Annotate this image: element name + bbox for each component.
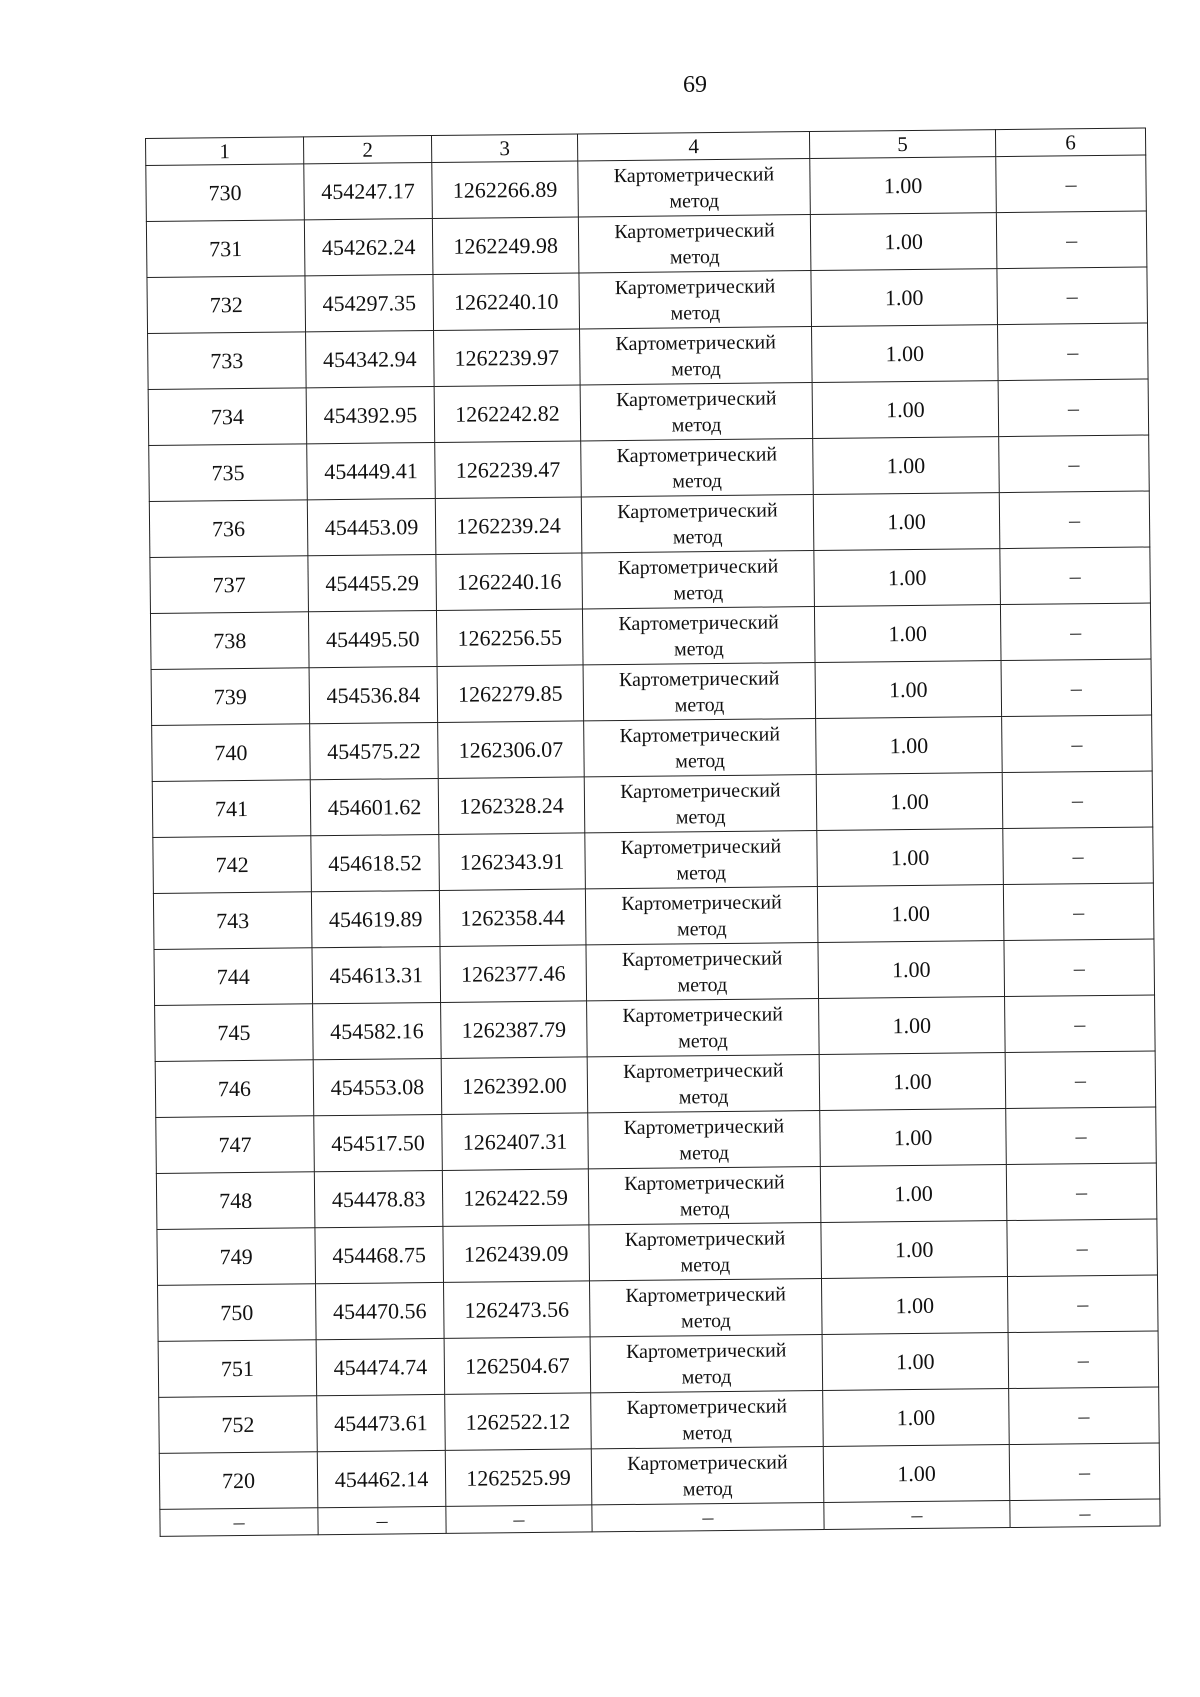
y-coordinate-cell: 1262377.46: [440, 945, 587, 1003]
method-cell: [591, 1390, 824, 1448]
method-line-1: Картометрический: [618, 610, 779, 635]
point-cell: 731: [146, 220, 305, 278]
x-coordinate-cell: 454619.89: [311, 890, 440, 947]
accuracy-cell: 1.00: [812, 325, 999, 383]
accuracy-cell: 1.00: [813, 493, 1000, 551]
method-cell: [585, 887, 818, 945]
point-cell: 746: [155, 1060, 314, 1118]
column-header: 1: [146, 137, 304, 166]
method-cell: [582, 551, 815, 609]
table-cell: –: [160, 1508, 318, 1537]
note-cell: –: [1006, 1163, 1157, 1221]
point-cell: 732: [147, 276, 306, 334]
y-coordinate-cell: 1262239.97: [434, 329, 581, 387]
method-line-1: Картометрический: [625, 1282, 786, 1307]
note-cell: –: [996, 155, 1147, 213]
point-cell: 734: [148, 388, 307, 446]
method-line-1: Картометрический: [624, 1170, 785, 1195]
y-coordinate-cell: 1262387.79: [441, 1001, 588, 1059]
method-cell: [587, 998, 820, 1056]
table-row: [150, 603, 1151, 669]
accuracy-cell: 1.00: [813, 437, 1000, 495]
table-row: [149, 435, 1150, 501]
note-cell: –: [999, 491, 1150, 549]
note-cell: –: [1007, 1275, 1158, 1333]
table-row: [153, 827, 1154, 893]
point-cell: 745: [155, 1004, 314, 1062]
method-line-1: Картометрический: [621, 890, 782, 915]
method-line-2: метод: [676, 917, 727, 940]
table-row: [154, 939, 1155, 1005]
table-cell: –: [824, 1501, 1010, 1530]
point-cell: 730: [146, 164, 305, 222]
y-coordinate-cell: 1262422.59: [442, 1169, 589, 1227]
accuracy-cell: 1.00: [815, 661, 1002, 719]
column-header: 4: [577, 132, 809, 161]
method-line-2: метод: [679, 1197, 730, 1220]
note-cell: –: [1003, 883, 1154, 941]
method-cell: [589, 1278, 822, 1336]
accuracy-cell: 1.00: [812, 381, 999, 439]
method-cell: [584, 719, 817, 777]
note-cell: –: [997, 267, 1148, 325]
method-cell: [582, 607, 815, 665]
coordinates-table: [145, 128, 1161, 1537]
accuracy-cell: 1.00: [818, 941, 1005, 999]
method-line-2: метод: [679, 1141, 730, 1164]
y-coordinate-cell: 1262266.89: [432, 161, 579, 219]
accuracy-cell: 1.00: [819, 1053, 1006, 1111]
method-line-2: метод: [677, 973, 728, 996]
y-coordinate-cell: 1262306.07: [438, 721, 585, 779]
x-coordinate-cell: 454618.52: [311, 834, 440, 891]
method-cell: [583, 663, 816, 721]
table-row: [156, 1107, 1157, 1173]
table-row: [153, 883, 1154, 949]
method-line-1: Картометрический: [620, 778, 781, 803]
note-cell: –: [996, 211, 1147, 269]
table-row: [155, 1051, 1156, 1117]
y-coordinate-cell: 1262473.56: [444, 1281, 591, 1339]
method-cell: [587, 1054, 820, 1112]
y-coordinate-cell: 1262279.85: [437, 665, 584, 723]
method-line-2: метод: [682, 1421, 732, 1444]
accuracy-cell: 1.00: [820, 1165, 1007, 1223]
method-cell: [588, 1110, 821, 1168]
method-line-2: метод: [671, 357, 721, 381]
note-cell: –: [1000, 603, 1151, 661]
accuracy-cell: 1.00: [821, 1221, 1008, 1279]
accuracy-cell: 1.00: [814, 549, 1001, 607]
method-line-2: метод: [674, 693, 725, 716]
method-line-2: метод: [670, 301, 721, 325]
note-cell: –: [1005, 1051, 1156, 1109]
method-line-2: метод: [678, 1029, 728, 1052]
method-cell: [591, 1446, 824, 1504]
method-line-1: Картометрический: [622, 1058, 784, 1083]
point-cell: 740: [152, 724, 311, 782]
y-coordinate-cell: 1262242.82: [434, 385, 581, 443]
method-line-1: Картометрический: [617, 498, 778, 523]
method-cell: [580, 327, 813, 385]
y-coordinate-cell: 1262392.00: [441, 1057, 588, 1115]
accuracy-cell: 1.00: [816, 717, 1003, 775]
method-line-1: Картометрический: [622, 1002, 784, 1027]
x-coordinate-cell: 454297.35: [305, 274, 434, 331]
x-coordinate-cell: 454495.50: [308, 610, 437, 667]
table-row: [158, 1331, 1159, 1397]
accuracy-cell: 1.00: [823, 1389, 1010, 1447]
method-cell: [588, 1166, 821, 1224]
point-cell: 736: [149, 500, 308, 558]
method-line-2: метод: [669, 245, 720, 269]
y-coordinate-cell: 1262256.55: [436, 609, 583, 667]
point-cell: 744: [154, 948, 313, 1006]
y-coordinate-cell: 1262240.10: [433, 273, 580, 331]
table-row: [152, 715, 1153, 781]
method-line-1: Картометрический: [624, 1226, 786, 1251]
table-body: [146, 155, 1160, 1509]
point-cell: 720: [159, 1452, 318, 1510]
note-cell: –: [1005, 995, 1156, 1053]
accuracy-cell: 1.00: [810, 157, 997, 215]
method-line-2: метод: [678, 1085, 729, 1108]
table-row: [149, 491, 1150, 557]
note-cell: –: [1002, 771, 1153, 829]
accuracy-cell: 1.00: [817, 885, 1004, 943]
table-row: [158, 1275, 1159, 1341]
accuracy-cell: 1.00: [810, 213, 997, 271]
method-cell: [585, 831, 818, 889]
accuracy-cell: 1.00: [814, 605, 1001, 663]
method-line-1: Картометрический: [615, 330, 777, 355]
point-cell: 749: [157, 1228, 316, 1286]
method-line-2: метод: [676, 861, 727, 884]
note-cell: –: [1006, 1107, 1157, 1165]
accuracy-cell: 1.00: [819, 997, 1006, 1055]
accuracy-cell: 1.00: [823, 1445, 1010, 1503]
table-row: [155, 995, 1156, 1061]
page-number: 69: [683, 72, 707, 98]
method-line-1: Картометрический: [626, 1394, 788, 1419]
y-coordinate-cell: 1262522.12: [445, 1393, 592, 1451]
point-cell: 742: [153, 836, 312, 894]
method-line-2: метод: [671, 413, 722, 436]
x-coordinate-cell: 454478.83: [314, 1170, 443, 1227]
method-cell: [589, 1222, 822, 1280]
method-line-1: Картометрический: [621, 946, 783, 971]
method-cell: [586, 942, 819, 1000]
method-line-1: Картометрический: [620, 834, 782, 859]
method-cell: [579, 271, 812, 329]
table-cell: –: [592, 1502, 824, 1531]
method-line-2: метод: [673, 637, 724, 660]
y-coordinate-cell: 1262343.91: [439, 833, 586, 891]
x-coordinate-cell: 454462.14: [317, 1450, 446, 1507]
x-coordinate-cell: 454601.62: [310, 778, 439, 835]
table-row: [147, 267, 1148, 333]
method-line-2: метод: [681, 1365, 732, 1388]
point-cell: 750: [158, 1284, 317, 1342]
method-cell: [580, 383, 813, 441]
method-line-2: метод: [672, 469, 723, 492]
method-line-2: метод: [675, 749, 725, 772]
point-cell: 738: [150, 612, 309, 670]
y-coordinate-cell: 1262407.31: [442, 1113, 589, 1171]
table-row: [148, 323, 1149, 389]
y-coordinate-cell: 1262525.99: [445, 1449, 592, 1507]
method-line-1: Картометрический: [613, 162, 775, 187]
method-cell: [578, 159, 811, 217]
table-row: [151, 659, 1152, 725]
note-cell: –: [999, 435, 1150, 493]
method-line-1: Картометрический: [616, 442, 778, 467]
x-coordinate-cell: 454449.41: [307, 442, 436, 499]
method-line-1: Картометрический: [627, 1450, 788, 1475]
note-cell: –: [1000, 547, 1151, 605]
column-header: 3: [431, 134, 577, 163]
table-row: [146, 211, 1147, 277]
x-coordinate-cell: 454613.31: [312, 946, 441, 1003]
accuracy-cell: 1.00: [817, 829, 1004, 887]
x-coordinate-cell: 454575.22: [310, 722, 439, 779]
method-line-1: Картометрический: [614, 218, 775, 243]
point-cell: 735: [149, 444, 308, 502]
x-coordinate-cell: 454553.08: [313, 1058, 442, 1115]
x-coordinate-cell: 454468.75: [315, 1226, 444, 1283]
point-cell: 733: [148, 332, 307, 390]
method-line-1: Картометрический: [614, 274, 776, 299]
method-cell: [581, 439, 814, 497]
column-header: 6: [995, 128, 1145, 157]
method-line-1: Картометрический: [617, 554, 779, 579]
x-coordinate-cell: 454582.16: [313, 1002, 442, 1059]
point-cell: 739: [151, 668, 310, 726]
table-row: [159, 1443, 1160, 1509]
note-cell: –: [1001, 659, 1152, 717]
method-line-2: метод: [672, 525, 723, 548]
method-cell: [584, 775, 817, 833]
note-cell: –: [1004, 939, 1155, 997]
y-coordinate-cell: 1262328.24: [438, 777, 585, 835]
table-cell: –: [446, 1505, 592, 1534]
accuracy-cell: 1.00: [820, 1109, 1007, 1167]
table-row: [148, 379, 1149, 445]
method-line-2: метод: [680, 1253, 731, 1276]
table-row: [157, 1219, 1158, 1285]
method-line-1: Картометрический: [625, 1338, 787, 1363]
note-cell: –: [998, 323, 1149, 381]
table-cell: –: [318, 1506, 446, 1534]
y-coordinate-cell: 1262504.67: [444, 1337, 591, 1395]
y-coordinate-cell: 1262249.98: [432, 217, 579, 275]
x-coordinate-cell: 454536.84: [309, 666, 438, 723]
point-cell: 752: [159, 1396, 318, 1454]
method-cell: [578, 215, 811, 273]
point-cell: 737: [150, 556, 309, 614]
method-line-2: метод: [675, 805, 726, 828]
table-row: [150, 547, 1151, 613]
x-coordinate-cell: 454470.56: [316, 1282, 445, 1339]
method-line-1: Картометрический: [618, 666, 780, 691]
point-cell: 747: [156, 1116, 315, 1174]
method-line-2: метод: [680, 1309, 731, 1332]
method-line-1: Картометрический: [619, 722, 781, 747]
method-cell: [590, 1334, 823, 1392]
x-coordinate-cell: 454247.17: [304, 162, 433, 219]
point-cell: 741: [152, 780, 311, 838]
y-coordinate-cell: 1262439.09: [443, 1225, 590, 1283]
accuracy-cell: 1.00: [811, 269, 998, 327]
y-coordinate-cell: 1262239.24: [435, 497, 582, 555]
note-cell: –: [1007, 1219, 1158, 1277]
note-cell: –: [1002, 715, 1153, 773]
column-header: 5: [809, 130, 995, 159]
x-coordinate-cell: 454453.09: [307, 498, 436, 555]
x-coordinate-cell: 454392.95: [306, 386, 435, 443]
table-row: [146, 155, 1147, 221]
method-line-2: метод: [682, 1477, 733, 1500]
method-line-2: метод: [669, 189, 720, 213]
note-cell: –: [998, 379, 1149, 437]
x-coordinate-cell: 454473.61: [317, 1394, 446, 1451]
method-line-1: Картометрический: [623, 1114, 785, 1139]
accuracy-cell: 1.00: [821, 1277, 1008, 1335]
y-coordinate-cell: 1262240.16: [436, 553, 583, 611]
table-row: [156, 1163, 1157, 1229]
note-cell: –: [1009, 1387, 1160, 1445]
x-coordinate-cell: 454455.29: [308, 554, 437, 611]
method-line-1: Картометрический: [615, 386, 777, 411]
x-coordinate-cell: 454474.74: [316, 1338, 445, 1395]
point-cell: 748: [156, 1172, 315, 1230]
column-header: 2: [303, 135, 431, 163]
y-coordinate-cell: 1262239.47: [435, 441, 582, 499]
x-coordinate-cell: 454262.24: [304, 218, 433, 275]
point-cell: 751: [158, 1340, 317, 1398]
method-line-2: метод: [673, 581, 724, 604]
note-cell: –: [1009, 1443, 1160, 1501]
x-coordinate-cell: 454342.94: [306, 330, 435, 387]
method-cell: [581, 495, 814, 553]
note-cell: –: [1003, 827, 1154, 885]
accuracy-cell: 1.00: [822, 1333, 1009, 1391]
table-cell: –: [1010, 1499, 1160, 1528]
x-coordinate-cell: 454517.50: [314, 1114, 443, 1171]
y-coordinate-cell: 1262358.44: [439, 889, 586, 947]
table-row: [152, 771, 1153, 837]
table-row: [159, 1387, 1160, 1453]
point-cell: 743: [153, 892, 312, 950]
accuracy-cell: 1.00: [816, 773, 1003, 831]
note-cell: –: [1008, 1331, 1159, 1389]
